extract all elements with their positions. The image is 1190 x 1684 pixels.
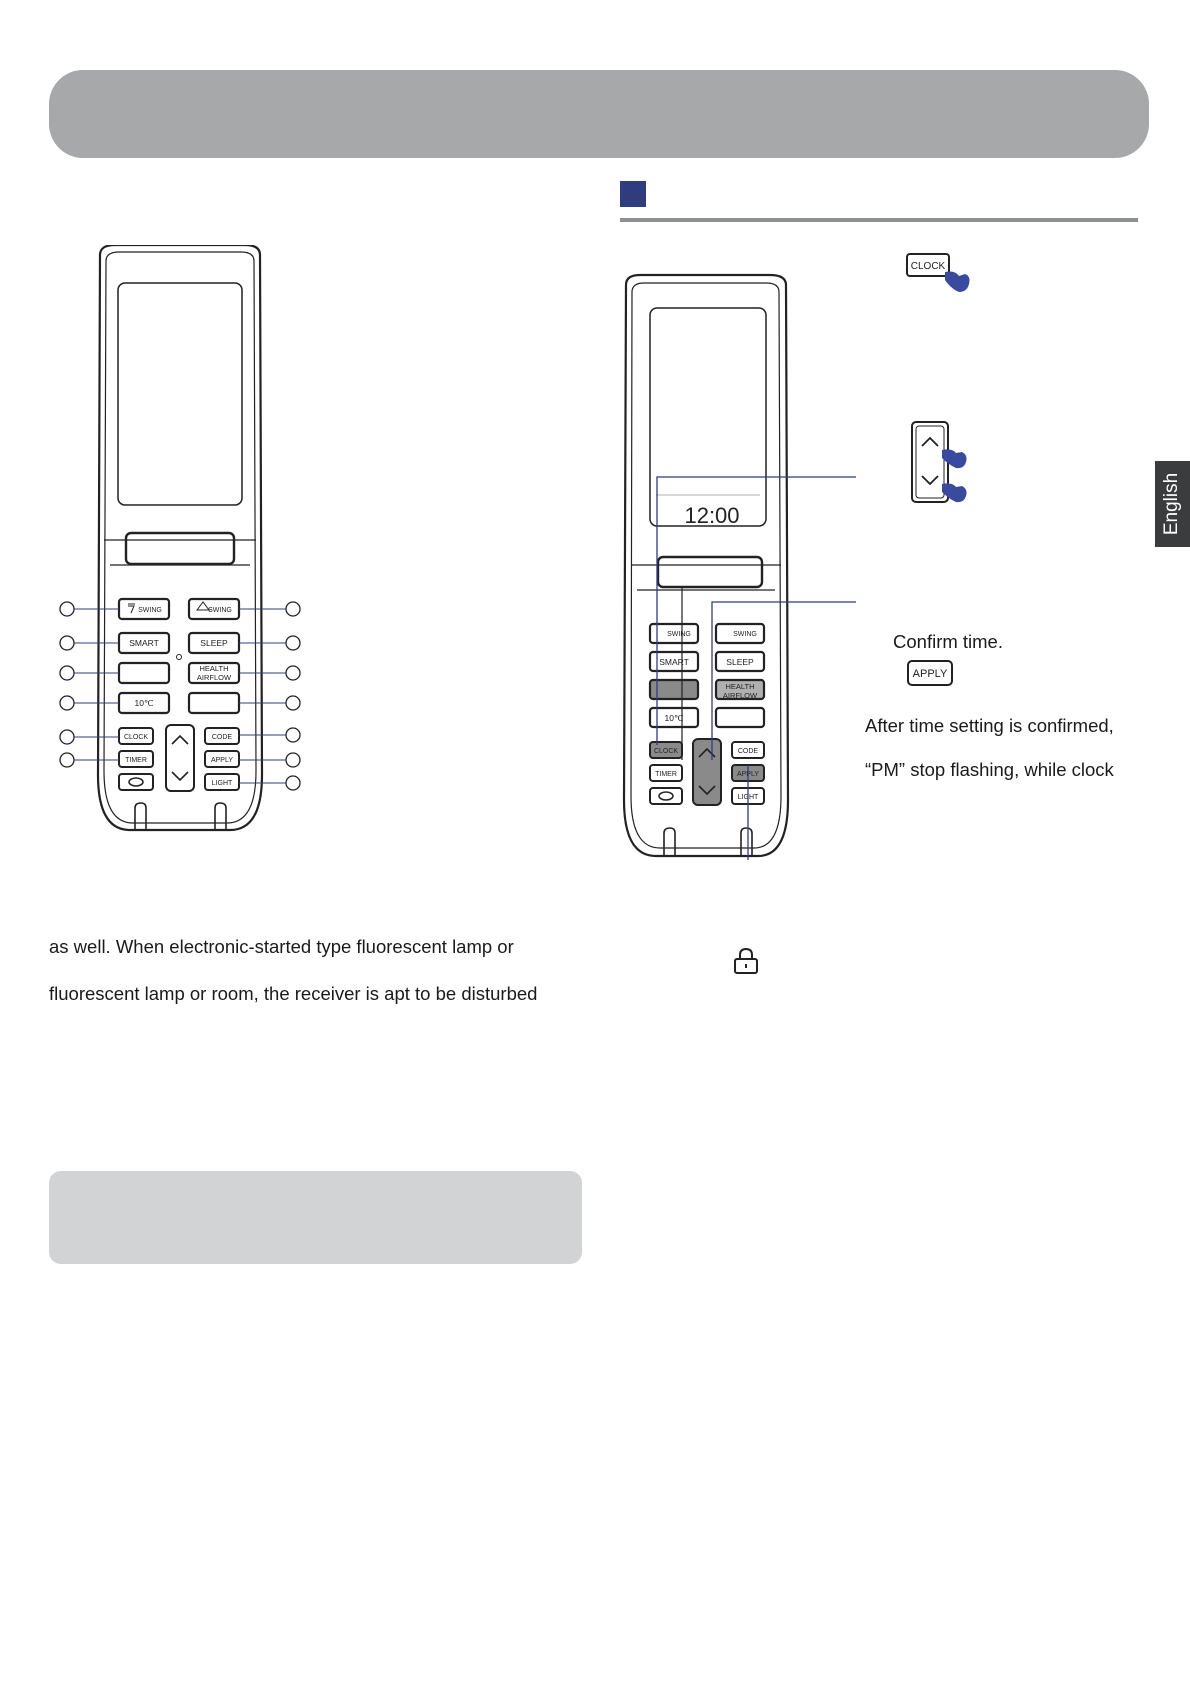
btn-code-r: CODE xyxy=(737,748,759,755)
apply-callout xyxy=(906,659,956,689)
updown-callout xyxy=(910,420,980,510)
btn-clock-r: CLOCK xyxy=(653,748,679,755)
remote-diagram-right xyxy=(620,240,860,860)
section-marker xyxy=(620,181,646,207)
btn-swing-h-r: SWING xyxy=(733,631,757,638)
btn-smart-r: SMART xyxy=(659,657,689,667)
btn-10c-r: 10℃ xyxy=(664,713,684,723)
display-time: 12:00 xyxy=(684,503,740,528)
btn-timer-r: TIMER xyxy=(655,771,677,778)
after-confirm-line-1: After time setting is confirmed, xyxy=(865,715,1114,736)
btn-health-2-r: AIRFLOW xyxy=(722,691,758,700)
btn-smart: SMART xyxy=(129,638,159,648)
btn-sleep: SLEEP xyxy=(200,638,228,648)
btn-swing-h: SWING xyxy=(208,607,232,614)
clock-callout-label: CLOCK xyxy=(910,261,946,272)
btn-health-1-r: HEALTH xyxy=(725,682,755,691)
remote-diagram-left xyxy=(55,245,305,835)
after-confirm-line-2: “PM” stop flashing, while clock xyxy=(865,759,1114,780)
paragraph-line-1: as well. When electronic-started type fluorescent lamp or xyxy=(49,936,514,957)
btn-10c: 10℃ xyxy=(134,698,154,708)
btn-light-r: LIGHT xyxy=(737,794,759,801)
btn-apply-r: APPLY xyxy=(736,771,760,778)
hand-press-icon xyxy=(945,272,970,293)
btn-light: LIGHT xyxy=(211,780,233,787)
btn-apply: APPLY xyxy=(210,757,234,764)
lock-icon xyxy=(733,947,759,975)
btn-timer: TIMER xyxy=(125,757,147,764)
clock-callout xyxy=(905,252,985,297)
btn-swing-v-r: SWING xyxy=(667,631,691,638)
language-tab-label: English xyxy=(1161,472,1183,536)
header-bar xyxy=(49,70,1149,158)
swing-v-icon xyxy=(128,604,135,613)
btn-health-1: HEALTH xyxy=(199,664,229,673)
section-rule xyxy=(620,218,1138,222)
language-tab[interactable] xyxy=(1155,461,1190,547)
btn-code: CODE xyxy=(211,734,233,741)
note-box xyxy=(49,1171,582,1264)
paragraph-line-2: fluorescent lamp or room, the receiver is apt to be disturbed xyxy=(49,983,538,1004)
confirm-time-text: Confirm time. xyxy=(893,631,1003,652)
btn-health-2: AIRFLOW xyxy=(196,673,232,682)
apply-callout-label: APPLY xyxy=(912,668,948,680)
btn-sleep-r: SLEEP xyxy=(726,657,754,667)
btn-swing-v: SWING xyxy=(138,607,162,614)
btn-clock: CLOCK xyxy=(123,734,149,741)
